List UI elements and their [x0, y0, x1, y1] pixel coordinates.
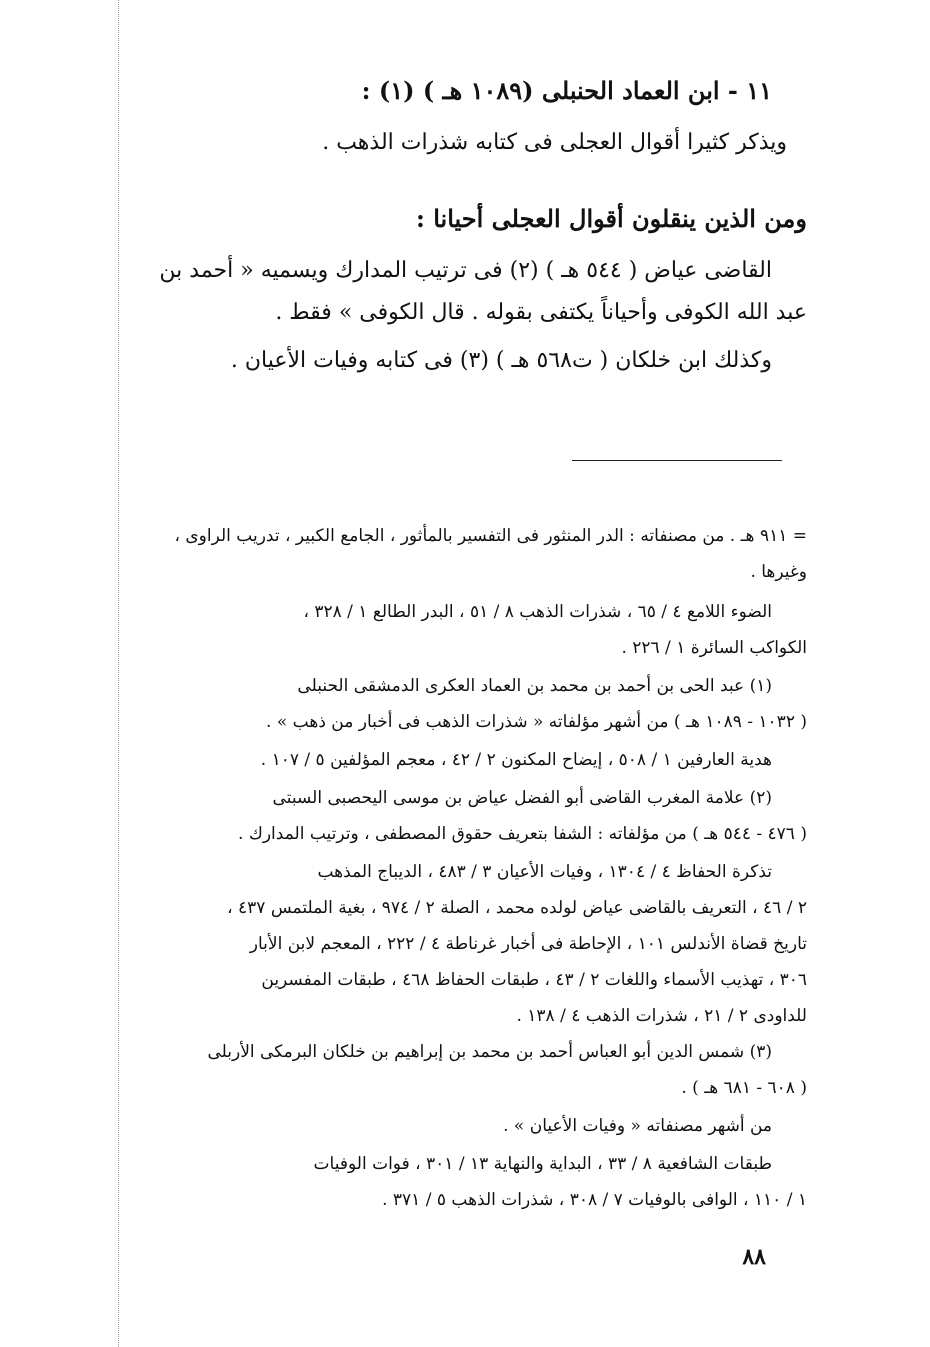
footnote-line: تذكرة الحفاظ ٤ / ١٣٠٤ ، وفيات الأعيان ٣ / ٤٨٣ ، الديباج المذهب — [317, 862, 772, 882]
footnote-line: ( ١٠٣٢ - ١٠٨٩ هـ ) من أشهر مؤلفاته « شذرات الذهب فى أخبار من ذهب » . — [266, 712, 807, 732]
page-number: ٨٨ — [742, 1244, 766, 1270]
footnote-line: ١ / ١١٠ ، الوافى بالوفيات ٧ / ٣٠٨ ، شذرات الذهب ٥ / ٣٧١ . — [382, 1190, 807, 1210]
footnote-line: الضوء اللامع ٤ / ٦٥ ، شذرات الذهب ٨ / ٥١ ، البدر الطالع ١ / ٣٢٨ ، — [303, 602, 772, 622]
footnote-separator — [572, 460, 782, 461]
paragraph-2: وكذلك ابن خلكان ( ت٥٦٨ هـ ) (٣) فى كتابه وفيات الأعيان . — [230, 348, 772, 373]
footnote-line: ( ٤٧٦ - ٥٤٤ هـ ) من مؤلفاته : الشفا بتعريف حقوق المصطفى ، وترتيب المدارك . — [238, 824, 807, 844]
footnote-line: هدية العارفين ١ / ٥٠٨ ، إيضاح المكنون ٢ / ٤٢ ، معجم المؤلفين ٥ / ١٠٧ . — [260, 750, 772, 770]
footnote-line: ( ٦٠٨ - ٦٨١ هـ ) . — [681, 1078, 807, 1098]
footnote-line: ٢ / ٤٦ ، التعريف بالقاضى عياض لولده محمد ، الصلة ٢ / ٩٧٤ ، بغية الملتمس ٤٣٧ ، — [227, 898, 807, 918]
entry-heading: ١١ - ابن العماد الحنبلى (١٠٨٩ هـ ) (١) : — [361, 76, 772, 105]
section-heading: ومن الذين ينقلون أقوال العجلى أحيانا : — [416, 204, 807, 233]
scan-artifact-line — [118, 0, 119, 1347]
footnote-line: الكواكب السائرة ١ / ٢٢٦ . — [621, 638, 807, 658]
footnote-line: (١) عبد الحى بن أحمد بن محمد بن العماد العكرى الدمشقى الحنبلى — [297, 676, 772, 696]
footnote-line: (٣) شمس الدين أبو العباس أحمد بن محمد بن إبراهيم بن خلكان البرمكى الأربلى — [207, 1042, 772, 1062]
entry-text: ويذكر كثيرا أقوال العجلى فى كتابه شذرات الذهب . — [322, 130, 787, 155]
paragraph-1-line-1: القاضى عياض ( ٥٤٤ هـ ) (٢) فى ترتيب المدارك ويسميه « أحمد بن — [159, 258, 772, 283]
footnote-line: ٣٠٦ ، تهذيب الأسماء واللغات ٢ / ٤٣ ، طبقات الحفاظ ٤٦٨ ، طبقات المفسرين — [261, 970, 807, 990]
footnote-line: تاريخ قضاة الأندلس ١٠١ ، الإحاطة فى أخبار غرناطة ٤ / ٢٢٢ ، المعجم لابن الأبار — [249, 934, 807, 954]
footnote-line: طبقات الشافعية ٨ / ٣٣ ، البداية والنهاية ١٣ / ٣٠١ ، فوات الوفيات — [313, 1154, 772, 1174]
footnote-line: (٢) علامة المغرب القاضى أبو الفضل عياض بن موسى اليحصبى السبتى — [272, 788, 772, 808]
footnote-line: = ٩١١ هـ . من مصنفاته : الدر المنثور فى التفسير بالمأثور ، الجامع الكبير ، تدريب الراوى ، — [174, 526, 807, 546]
footnote-line: من أشهر مصنفاته « وفيات الأعيان » . — [503, 1116, 772, 1136]
paragraph-1-line-2: عبد الله الكوفى وأحياناً يكتفى بقوله . قال الكوفى » فقط . — [275, 300, 807, 325]
footnote-line: وغيرها . — [750, 562, 807, 582]
footnote-line: للداودى ٢ / ٢١ ، شذرات الذهب ٤ / ١٣٨ . — [516, 1006, 807, 1026]
